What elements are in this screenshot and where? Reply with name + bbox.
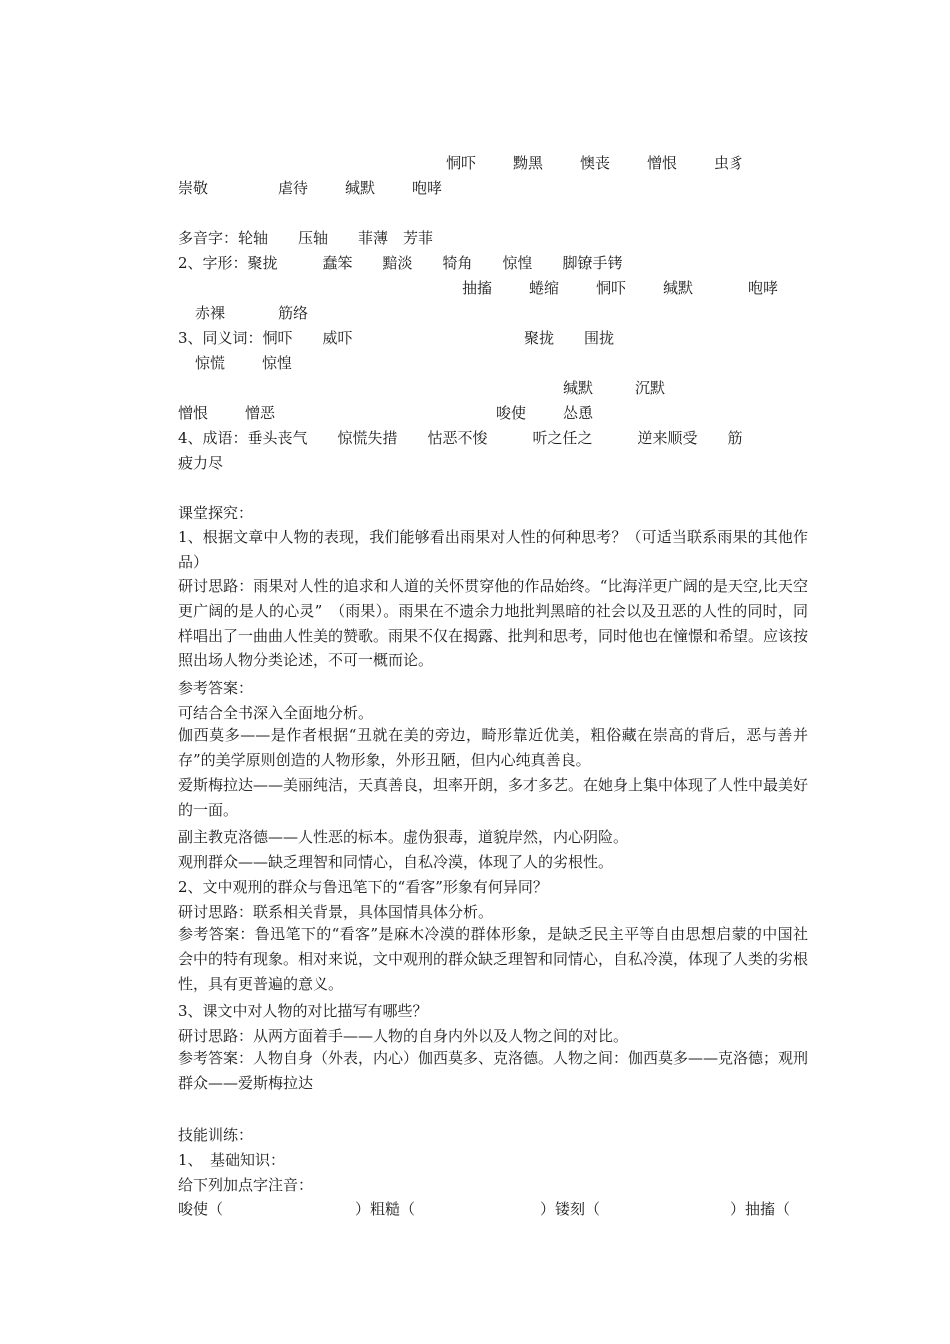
word: 憎恶: [245, 404, 276, 422]
word: 虐待: [278, 179, 309, 197]
blank-item: ）粗糙（: [355, 1200, 416, 1218]
answer-line: 可结合全书深入全面地分析。: [178, 704, 374, 722]
question-2-idea: 研讨思路：联系相关背景，具体国情具体分析。: [178, 903, 494, 921]
word: 筋络: [278, 304, 309, 322]
word: 憎恨: [647, 154, 678, 172]
section-heading-skills: 技能训练：: [178, 1126, 254, 1144]
synonym-heading: 3、同义词：恫吓 威吓: [178, 329, 353, 347]
question-3: 3、课文中对人物的对比描写有哪些？: [178, 1002, 428, 1020]
answer-line: 副主教克洛德——人性恶的标本。虚伪狠毒，道貌岸然，内心阴险。: [178, 828, 629, 846]
word: 沉默: [635, 379, 666, 397]
polyphone-line: 多音字：轮轴 压轴 菲薄 芳菲: [178, 229, 434, 247]
question-3-idea: 研讨思路：从两方面着手——人物的自身内外以及人物之间的对比。: [178, 1027, 629, 1045]
word: 缄默: [345, 179, 376, 197]
word: 缄默: [663, 279, 694, 297]
answer-label: 参考答案：: [178, 679, 254, 697]
word: 抽搐: [462, 279, 493, 297]
answer-paragraph: 爱斯梅拉达——美丽纯洁，天真善良，坦率开朗，多才多艺。在她身上集中体现了人性中最美好的一面。: [178, 776, 809, 819]
word: 蜷缩: [529, 279, 560, 297]
word: 惊慌: [195, 354, 226, 372]
blank-item: ）镂刻（: [540, 1200, 601, 1218]
word: 恫吓: [446, 154, 477, 172]
word: 咆哮: [412, 179, 443, 197]
word: 唆使: [496, 404, 527, 422]
skills-instruction: 给下列加点字注音：: [178, 1176, 314, 1194]
idiom-line: 4、成语：垂头丧气 惊慌失措 怙恶不悛 听之任之 逆来顺受 筋: [178, 429, 743, 447]
question-2-answer: 参考答案：鲁迅笔下的“看客”是麻木冷漠的群体形象，是缺乏民主平等自由思想启蒙的中国社会中的特有现象。相对来说，文中观刑的群众缺乏理智和同情心，自私冷漠，体现了人类的劣根性，具有更普遍的意义。: [178, 925, 809, 993]
word: 惊惶: [262, 354, 293, 372]
word: 咆哮: [748, 279, 779, 297]
idiom-line-cont: 疲力尽: [178, 454, 224, 472]
word: 怂恿: [563, 404, 594, 422]
blank-item: ）抽搐（: [730, 1200, 791, 1218]
word: 虫豸: [714, 154, 745, 172]
question-2: 2、文中观刑的群众与鲁迅笔下的“看客”形象有何异同？: [178, 878, 548, 896]
word: 崇敬: [178, 179, 209, 197]
glyph-line: 2、字形：聚拢 蠢笨 黯淡 犄角 惊惶 脚镣手铐: [178, 254, 623, 272]
synonym-pair: 聚拢 围拢: [524, 329, 615, 347]
word: 缄默: [563, 379, 594, 397]
blank-item: 唆使（: [178, 1200, 224, 1218]
question-1: 1、根据文章中人物的表现，我们能够看出雨果对人性的何种思考？（可适当联系雨果的其他作品）: [178, 528, 808, 571]
word: 赤裸: [195, 304, 226, 322]
word: 黝黑: [513, 154, 544, 172]
answer-paragraph: 伽西莫多——是作者根据“丑就在美的旁边，畸形靠近优美，粗俗藏在崇高的背后，恶与善并存”的美学原则创造的人物形象，外形丑陋，但内心纯真善良。: [178, 726, 808, 769]
word: 恫吓: [596, 279, 627, 297]
question-1-idea: 研讨思路：雨果对人性的追求和人道的关怀贯穿他的作品始终。“比海洋更广阔的是天空,比天空更广阔的是人的心灵” （雨果）。雨果在不遗余力地批判黑暗的社会以及丑恶的人性的同时，同样唱出了一曲曲人性美的赞歌。雨果不仅在揭露、批判和思考，同时他也在憧憬和希望。应该按照出场人物分类论述，不可一概而论。: [178, 577, 809, 670]
word: 憎恨: [178, 404, 209, 422]
skills-item: 1、 基础知识：: [178, 1151, 286, 1169]
word: 懊丧: [580, 154, 611, 172]
question-3-answer: 参考答案：人物自身（外表，内心）伽西莫多、克洛德。人物之间：伽西莫多——克洛德；观刑群众——爱斯梅拉达: [178, 1049, 809, 1092]
answer-line: 观刑群众——缺乏理智和同情心，自私冷漠，体现了人的劣根性。: [178, 853, 614, 871]
section-heading-explore: 课堂探究：: [178, 504, 254, 522]
